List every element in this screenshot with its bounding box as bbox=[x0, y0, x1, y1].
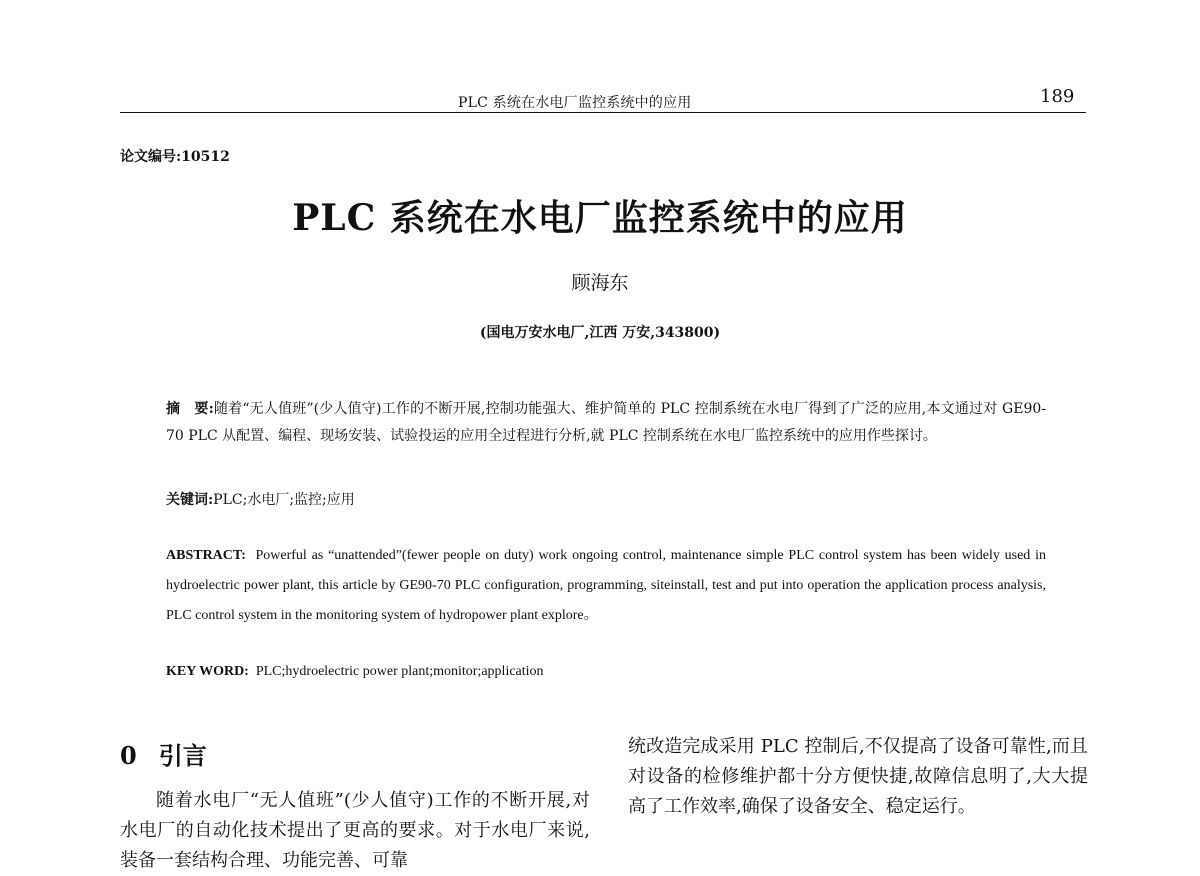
keywords-en-label: KEY WORD: bbox=[166, 664, 249, 679]
keywords-en-text: PLC;hydroelectric power plant;monitor;application bbox=[255, 664, 544, 679]
keywords-cn-label: 关键词: bbox=[166, 492, 214, 508]
abstract-en bbox=[166, 541, 1046, 631]
abstract-en-text: Powerful as “unattended”(fewer people on duty) work ongoing control, maintenance simple PLC control system has been widely used in hydroelectric power plant, this article by GE90-70 PLC configuration, programming, siteinstall, test and put into operation the application process analysis, PLC control system in the monitoring system of hydropower plant explore。 bbox=[166, 548, 1046, 623]
abstract-cn-label: 摘 要: bbox=[166, 401, 214, 417]
keywords-cn-text: PLC;水电厂;监控;应用 bbox=[213, 492, 355, 508]
paper-number: 论文编号:10512 bbox=[120, 149, 230, 165]
abstract-en-label: ABSTRACT: bbox=[166, 548, 246, 563]
header-rule bbox=[120, 112, 1086, 113]
author: 顾海东 bbox=[571, 272, 629, 294]
body-column-right: 统改造完成采用 PLC 控制后,不仅提高了设备可靠性,而且对设备的检修维护都十分方便快捷,故障信息明了,大大提高了工作效率,确保了设备安全、稳定运行。 bbox=[628, 736, 1088, 817]
affiliation: (国电万安水电厂,江西 万安,343800) bbox=[479, 325, 721, 341]
keywords-cn bbox=[166, 489, 1046, 509]
page-number: 189 bbox=[1040, 86, 1075, 107]
keywords-en bbox=[166, 664, 1046, 680]
section-heading bbox=[120, 736, 207, 771]
section-title: 引言 bbox=[158, 741, 207, 770]
abstract-cn bbox=[166, 396, 1046, 450]
abstract-cn-text: 随着“无人值班”(少人值守)工作的不断开展,控制功能强大、维护简单的 PLC 控制系统在水电厂得到了广泛的应用,本文通过对 GE90-70 PLC 从配置、编程、现场安装、试验投运的应用全过程进行分析,就 PLC 控制系统在水电厂监控系统中的应用作些探讨。 bbox=[166, 401, 1046, 444]
running-title: PLC 系统在水电厂监控系统中的应用 bbox=[458, 95, 692, 111]
body-column-left: 随着水电厂“无人值班”(少人值守)工作的不断开展,对水电厂的自动化技术提出了更高的要求。对于水电厂来说,装备一套结构合理、功能完善、可靠 bbox=[120, 790, 590, 871]
paper-title: PLC 系统在水电厂监控系统中的应用 bbox=[292, 197, 908, 239]
section-number: 0 bbox=[120, 741, 137, 770]
